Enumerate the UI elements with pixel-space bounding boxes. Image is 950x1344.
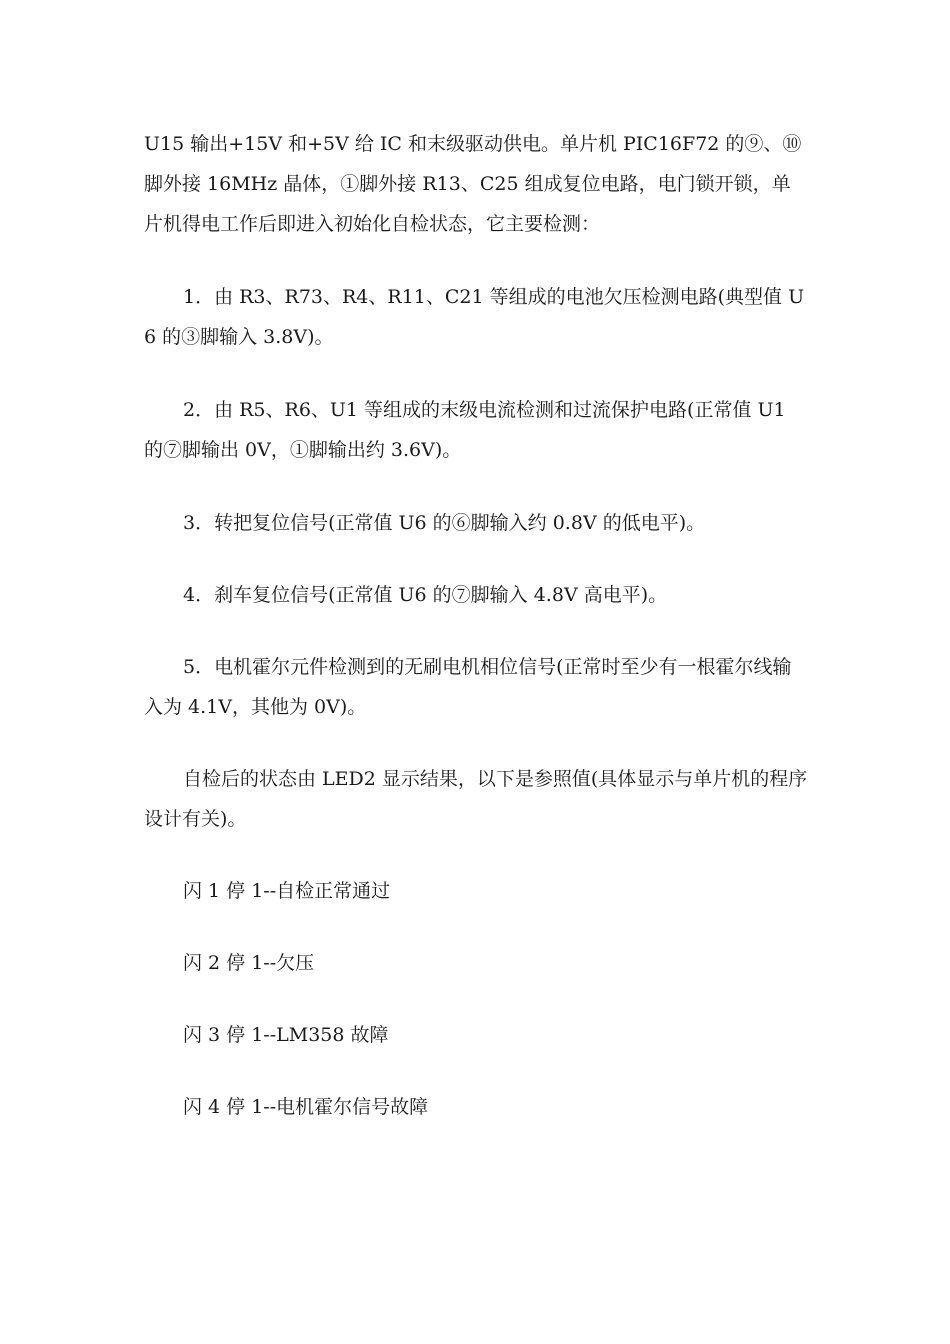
list-item-flash-4: 闪 4 停 1--电机霍尔信号故障: [183, 1096, 429, 1118]
list-item-flash-3: 闪 3 停 1--LM358 故障: [183, 1024, 389, 1046]
paragraph-intro: U15 输出+15V 和+5V 给 IC 和末级驱动供电。单片机 PIC16F72 的⑨、⑩脚外接 16MHz 晶体，①脚外接 R13、C25 组成复位电路，电门锁开锁，单片机得电工作后即进入初始化自检状态，它主要检测：: [144, 133, 802, 235]
paragraph-item-2: 2．由 R5、R6、U1 等组成的末级电流检测和过流保护电路(正常值 U1 的⑦脚输出 0V，①脚输出约 3.6V)。: [144, 399, 786, 461]
paragraph-item-4: 4．刹车复位信号(正常值 U6 的⑦脚输入 4.8V 高电平)。: [183, 584, 668, 606]
paragraph-item-1: 1．由 R3、R73、R4、R11、C21 等组成的电池欠压检测电路(典型值 U6 的③脚输入 3.8V)。: [144, 286, 805, 348]
list-item-flash-1: 闪 1 停 1--自检正常通过: [183, 880, 391, 902]
list-item-flash-2: 闪 2 停 1--欠压: [183, 952, 315, 974]
paragraph-led-status: 自检后的状态由 LED2 显示结果，以下是参照值(具体显示与单片机的程序设计有关)。: [144, 768, 808, 830]
paragraph-item-3: 3．转把复位信号(正常值 U6 的⑥脚输入约 0.8V 的低电平)。: [183, 512, 706, 534]
document-body: [144, 124, 808, 1127]
paragraph-item-5: 5．电机霍尔元件检测到的无刷电机相位信号(正常时至少有一根霍尔线输入为 4.1V，其他为 0V)。: [144, 656, 792, 718]
